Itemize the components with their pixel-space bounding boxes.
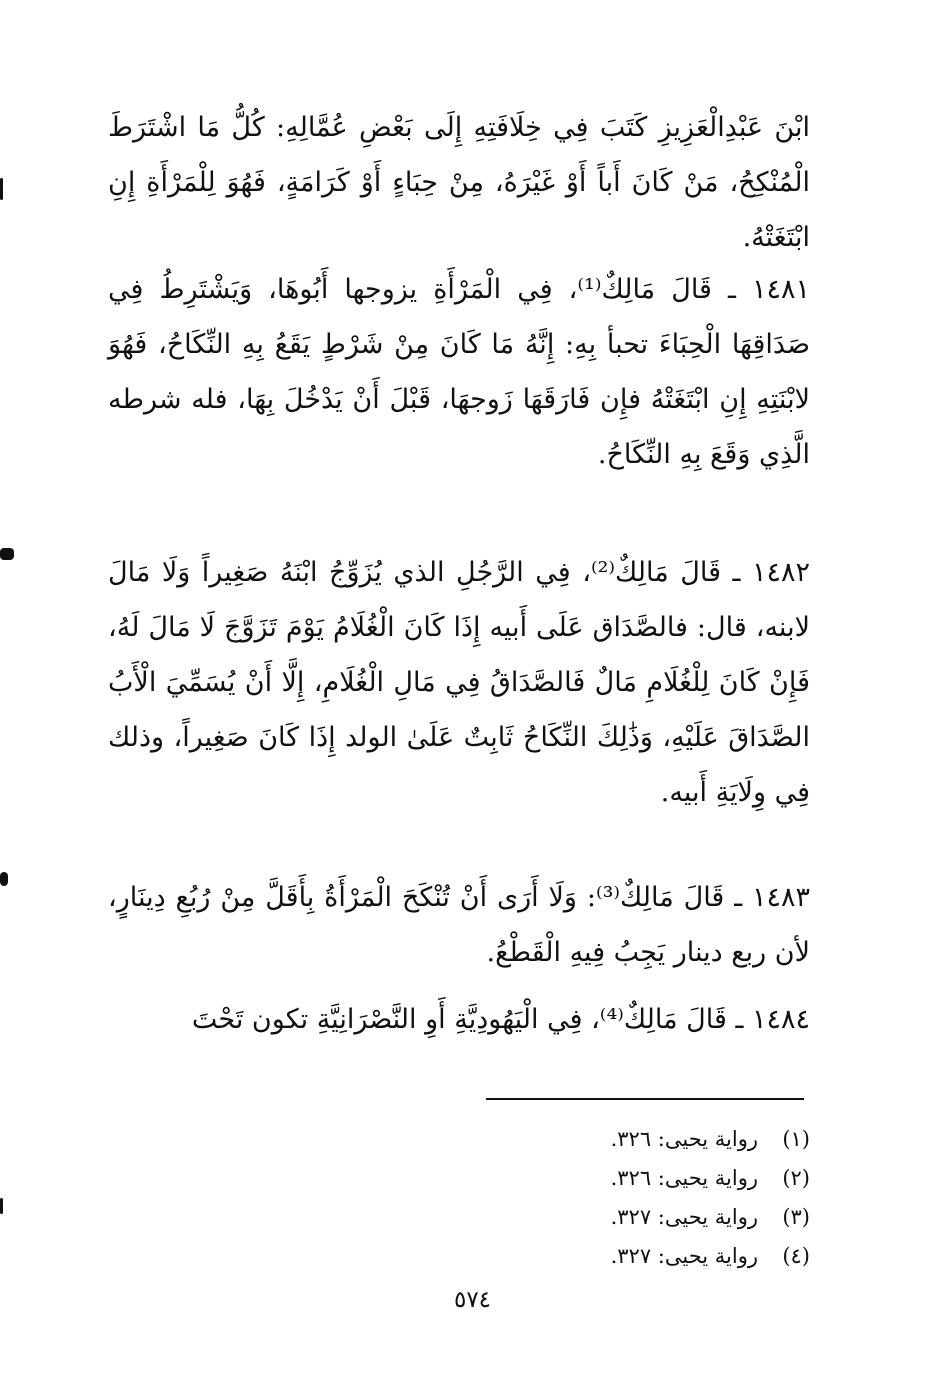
footnote-3 xyxy=(400,1198,810,1237)
paragraph-intro xyxy=(108,100,810,265)
page-number: ٥٧٤ xyxy=(453,1287,492,1313)
footnote-text: رواية يحيى: ٣٢٧. xyxy=(610,1244,758,1268)
footnote-number: (٣) xyxy=(782,1205,810,1229)
paragraph-1482 xyxy=(108,545,810,820)
margin-mark xyxy=(0,872,8,886)
paragraph-1481 xyxy=(108,262,810,482)
footnote-4 xyxy=(400,1237,810,1276)
footnote-1 xyxy=(400,1120,810,1159)
footnote-text: رواية يحيى: ٣٢٦. xyxy=(610,1127,758,1151)
paragraph-text: ١٤٨٤ ـ قَالَ مَالِكٌ⁽⁴⁾، فِي الْيَهُودِيَّةِ أَوِ النَّصْرَانِيَّةِ تكون تَحْتَ xyxy=(191,1004,810,1035)
footnote-2 xyxy=(400,1159,810,1198)
footnotes xyxy=(400,1120,810,1276)
paragraph-text: ١٤٨٣ ـ قَالَ مَالِكٌ⁽³⁾: وَلَا أَرَى أَنْ تُنْكَحَ الْمَرْأَةُ بِأَقَلَّ مِنْ رُبُعِ دِينَارٍ، لأن ربع دينار يَجِبُ فِيهِ الْقَطْعُ. xyxy=(108,882,810,968)
paragraph-text: ١٤٨١ ـ قَالَ مَالِكٌ⁽¹⁾، فِي الْمَرْأَةِ يزوجها أَبُوهَا، وَيَشْتَرِطُ فِي صَدَاقِهَا الْحِبَاءَ تحبأ بِهِ: إِنَّهُ مَا كَانَ مِنْ شَرْطٍ يَقَعُ بِهِ النِّكَاحُ، فَهُوَ لابْنَتِهِ إِنِ ابْتَغَتْهُ فإِن فَارَقَهَا زَوجهَا، قَبْلَ أَنْ يَدْخُلَ بِهَا، فله شرطه الَّذِي وَقَعَ بِهِ النِّكَاحُ. xyxy=(108,274,810,470)
margin-mark xyxy=(0,1198,3,1214)
footnote-separator xyxy=(486,1098,804,1100)
paragraph-1484 xyxy=(108,992,810,1047)
footnote-number: (٢) xyxy=(782,1166,810,1190)
footnote-number: (٤) xyxy=(782,1244,810,1268)
paragraph-text: ابْنَ عَبْدِالْعَزِيزِ كَتَبَ فِي خِلَافَتِهِ إِلَى بَعْضِ عُمَّالِهِ: كُلُّ مَا اشْتَرَطَ الْمُنْكِحُ، مَنْ كَانَ أَباً أَوْ غَيْرَهُ، مِنْ حِبَاءٍ أَوْ كَرَامَةٍ، فَهُوَ لِلْمَرْأَةِ إِنِ ابْتَغَتْهُ. xyxy=(108,112,810,253)
margin-mark xyxy=(0,548,14,560)
footnote-text: رواية يحيى: ٣٢٦. xyxy=(610,1166,758,1190)
footnote-text: رواية يحيى: ٣٢٧. xyxy=(610,1205,758,1229)
margin-mark xyxy=(0,178,3,200)
paragraph-1483 xyxy=(108,870,810,980)
paragraph-text: ١٤٨٢ ـ قَالَ مَالِكٌ⁽²⁾، فِي الرَّجُلِ الذي يُزَوِّجُ ابْنَهُ صَغِيراً وَلَا مَالَ لابنه، قال: فالصَّدَاق عَلَى أَبيه إِذَا كَانَ الْغُلَامُ يَوْمَ تَزَوَّجَ لَا مَالَ لَهُ، فَإِنْ كَانَ لِلْغُلَامِ مَالٌ فَالصَّدَاقُ فِي مَالِ الْغُلَامِ، إِلَّا أَنْ يُسَمِّيَ الْأَبُ الصَّدَاقَ عَلَيْهِ، وَذَٰلِكَ النِّكَاحُ ثَابِتٌ عَلَىٰ الولد إِذَا كَانَ صَغِيراً، وذلك فِي وِلَايَةِ أَبيه. xyxy=(108,557,810,808)
footnote-number: (١) xyxy=(782,1127,810,1151)
